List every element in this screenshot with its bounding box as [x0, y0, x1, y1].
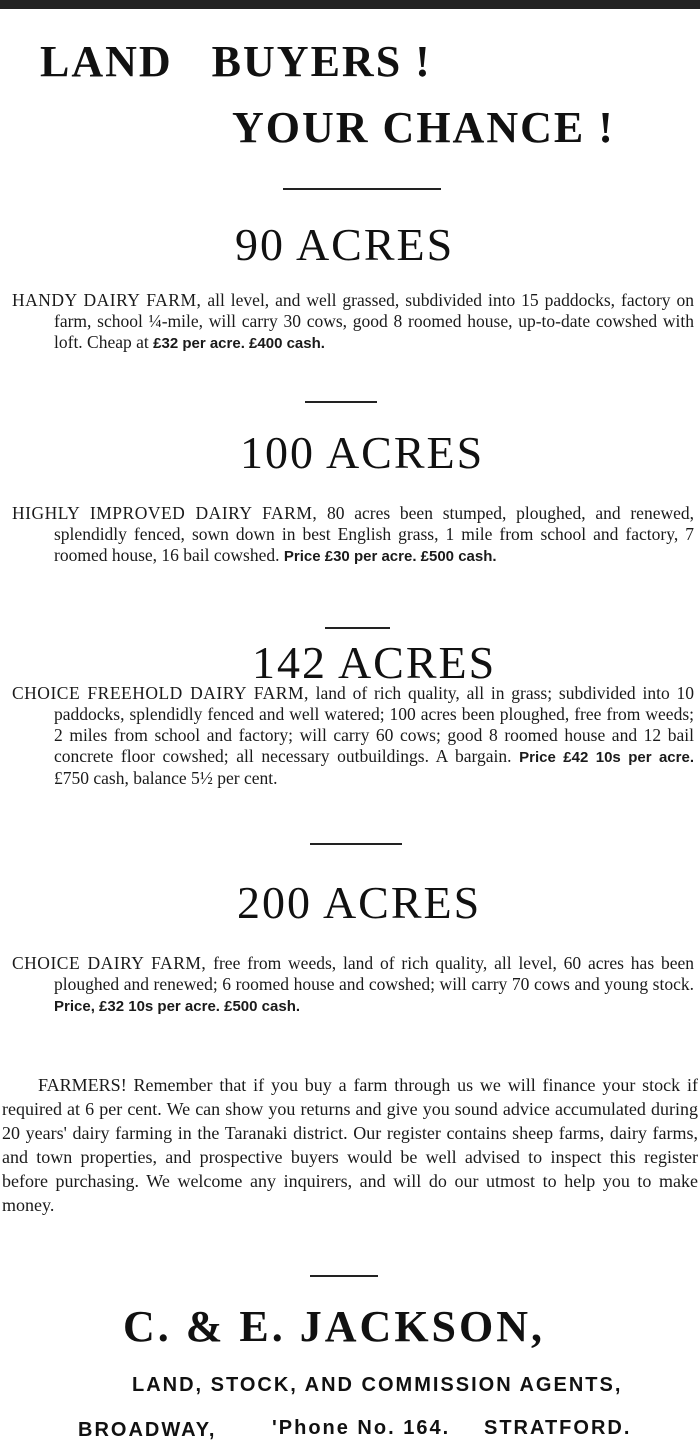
firm-description: LAND, STOCK, AND COMMISSION AGENTS, — [132, 1374, 623, 1396]
listing-body: 80 acres been stumped, ploughed, and renewed, splendidly fenced, sown down in best English grass, 1 mile from school and factory, 7 roomed house, 16 bail cowshed. — [54, 503, 694, 565]
headline-line-2: YOUR CHANCE ! — [232, 103, 615, 152]
top-border — [0, 0, 700, 9]
listing-price: £32 per acre. £400 cash. — [153, 335, 325, 352]
listing-body: land of rich quality, all in grass; subdivided into 10 paddocks, splendidly fenced and well watered; 100 acres been ploughed, free from weeds; 2 miles from school and factory; will carry 60 cows; good 8 roomed house and 12 bail concrete floor cowshed; all necessary outbuildings. A bargain. — [54, 683, 694, 766]
listing-lead: CHOICE DAIRY FARM, — [12, 953, 207, 973]
headline-line-1: LAND BUYERS ! — [40, 37, 432, 86]
listing-body: free from weeds, land of rich quality, all level, 60 acres has been ploughed and renewed; 6 roomed house and cowshed; will carry 70 cows and young stock. — [54, 953, 695, 994]
farmers-paragraph: FARMERS! Remember that if you buy a farm through us we will finance your stock if required at 6 per cent. We can show you returns and give you sound advice accumulated during 20 years' dairy farming in the Taranaki district. Our register contains sheep farms, dairy farms, and town properties, and prospective buyers would be well advised to inspect this register before purchasing. We welcome any inquirers, and will do our utmost to help you to make money. — [2, 1075, 698, 1215]
listing-lead: HANDY DAIRY FARM, — [12, 290, 202, 310]
listing-tail: £750 cash, balance 5½ per cent. — [54, 768, 278, 788]
firm-street: BROADWAY, — [78, 1419, 217, 1441]
divider — [283, 188, 441, 190]
listing-lead: HIGHLY IMPROVED DAIRY FARM, — [12, 503, 318, 523]
listing-acres-heading: 100 ACRES — [240, 427, 485, 478]
listing-acres-heading: 142 ACRES — [252, 637, 497, 688]
divider — [310, 843, 402, 845]
listing-description — [12, 953, 694, 1017]
listing-price: Price £42 10s per acre. — [519, 749, 694, 766]
listing-acres-heading: 90 ACRES — [235, 219, 455, 270]
listing-description — [12, 290, 694, 354]
listing-price: Price £30 per acre. £500 cash. — [283, 548, 497, 565]
listing-price: Price, £32 10s per acre. £500 cash. — [54, 998, 301, 1015]
listing-description — [12, 683, 694, 789]
firm-name: C. & E. JACKSON, — [123, 1302, 546, 1351]
divider — [305, 401, 377, 403]
firm-town: STRATFORD. — [484, 1417, 632, 1439]
divider — [310, 1275, 378, 1277]
listing-body: all level, and well grassed, subdivided into 15 paddocks, factory on farm, school ¼-mile, will carry 30 cows, good 8 roomed house, up-to-date cowshed with loft. Cheap at — [54, 290, 694, 352]
listing-description — [12, 503, 694, 567]
divider — [325, 627, 390, 629]
firm-phone: 'Phone No. 164. — [272, 1417, 451, 1439]
listing-acres-heading: 200 ACRES — [237, 877, 482, 928]
listing-lead: CHOICE FREEHOLD DAIRY FARM, — [12, 683, 309, 703]
